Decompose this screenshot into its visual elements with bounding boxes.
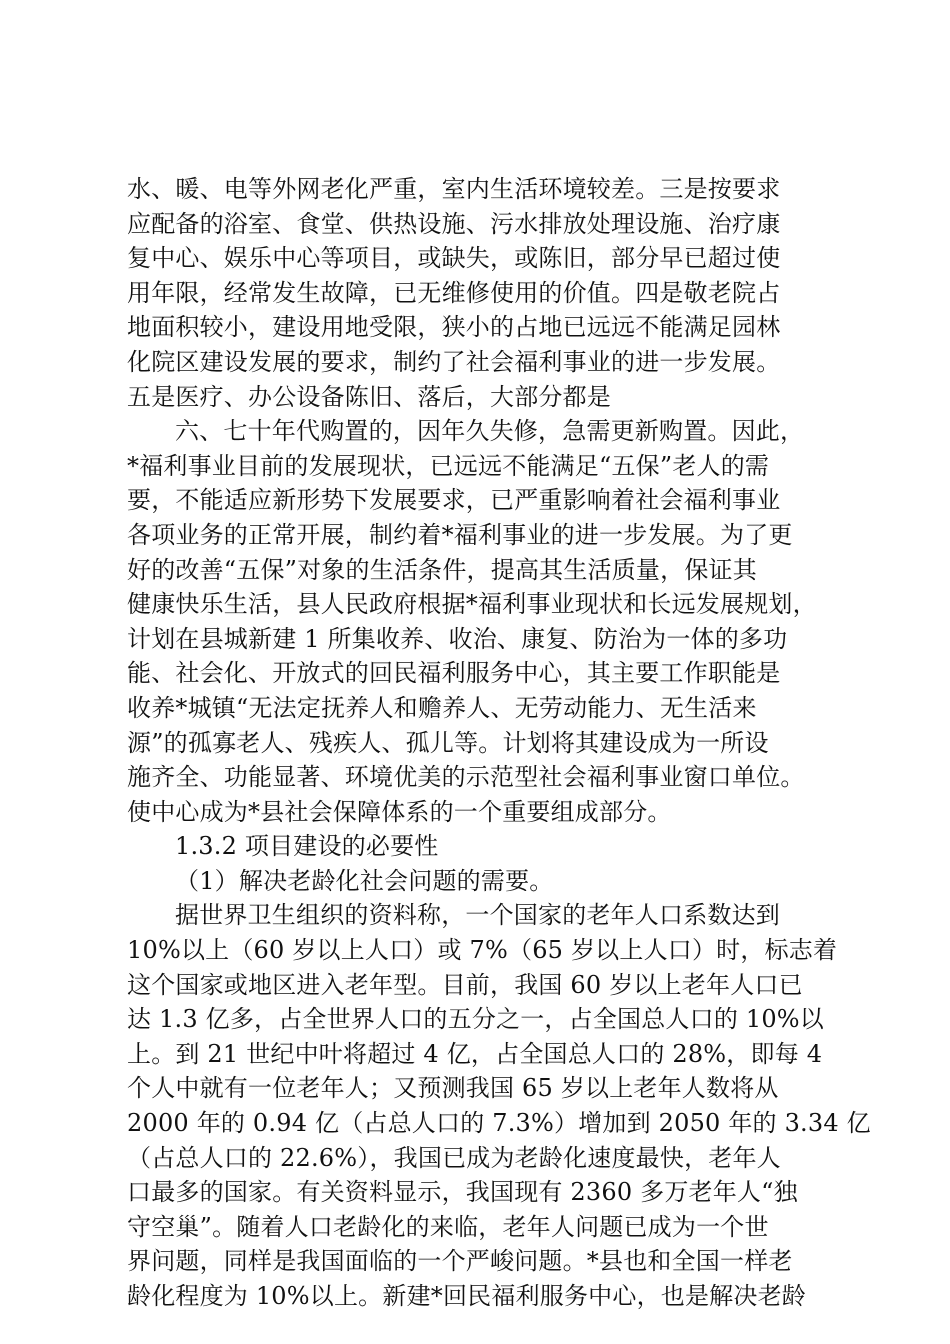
paragraph-line: 地面积较小，建设用地受限，狭小的占地已远远不能满足园林 (127, 313, 781, 342)
section-heading: 1.3.2 项目建设的必要性 (175, 832, 439, 861)
paragraph-line: 要，不能适应新形势下发展要求，已严重影响着社会福利事业 (127, 486, 781, 515)
paragraph-line: 六、七十年代购置的，因年久失修，急需更新购置。因此， (175, 417, 805, 446)
paragraph-line: （占总人口的 22.6%），我国已成为老龄化速度最快，老年人 (127, 1143, 781, 1172)
paragraph-line: 健康快乐生活，县人民政府根据*福利事业现状和长远发展规划， (127, 590, 817, 619)
paragraph-line: 界问题，同样是我国面临的一个严峻问题。*县也和全国一样老 (127, 1247, 793, 1276)
paragraph-line: 复中心、娱乐中心等项目，或缺失，或陈旧，部分早已超过使 (127, 244, 781, 273)
paragraph-line: 五是医疗、办公设备陈旧、落后，大部分都是 (127, 382, 611, 411)
paragraph-line: 施齐全、功能显著、环境优美的示范型社会福利事业窗口单位。 (127, 763, 805, 792)
document-body (127, 172, 871, 1314)
subsection-heading: （1）解决老龄化社会问题的需要。 (175, 866, 554, 895)
paragraph-line: 达 1.3 亿多，占全世界人口的五分之一，占全国总人口的 10%以 (127, 1005, 824, 1034)
paragraph-line: 源”的孤寡老人、残疾人、孤儿等。计划将其建设成为一所设 (127, 728, 769, 757)
paragraph-line: 这个国家或地区进入老年型。目前，我国 60 岁以上老年人口已 (127, 970, 803, 999)
paragraph-line: 计划在县城新建 1 所集收养、收治、康复、防治为一体的多功 (127, 624, 788, 653)
paragraph-line: 口最多的国家。有关资料显示，我国现有 2360 多万老年人“独 (127, 1178, 798, 1207)
paragraph-line: 能、社会化、开放式的回民福利服务中心，其主要工作职能是 (127, 659, 781, 688)
paragraph-line: 好的改善“五保”对象的生活条件，提高其生活质量，保证其 (127, 555, 757, 584)
paragraph-line: 2000 年的 0.94 亿（占总人口的 7.3%）增加到 2050 年的 3.34 亿 (127, 1109, 871, 1138)
paragraph-line: 应配备的浴室、食堂、供热设施、污水排放处理设施、治疗康 (127, 209, 781, 238)
paragraph-line: *福利事业目前的发展现状，已远远不能满足“五保”老人的需 (127, 451, 770, 480)
paragraph-line: 10%以上（60 岁以上人口）或 7%（65 岁以上人口）时，标志着 (127, 936, 838, 965)
paragraph-line: 据世界卫生组织的资料称，一个国家的老年人口系数达到 (175, 901, 780, 930)
paragraph-line: 化院区建设发展的要求，制约了社会福利事业的进一步发展。 (127, 347, 781, 376)
paragraph-line: 水、暖、电等外网老化严重，室内生活环境较差。三是按要求 (127, 175, 781, 203)
paragraph-line: 守空巢”。随着人口老龄化的来临，老年人问题已成为一个世 (127, 1212, 769, 1241)
paragraph-line: 龄化程度为 10%以上。新建*回民福利服务中心，也是解决老龄 (127, 1282, 806, 1310)
paragraph-line: 个人中就有一位老年人；又预测我国 65 岁以上老年人数将从 (127, 1074, 779, 1103)
paragraph-line: 用年限，经常发生故障，已无维修使用的价值。四是敬老院占 (127, 278, 781, 307)
paragraph-line: 收养*城镇“无法定抚养人和赡养人、无劳动能力、无生活来 (127, 693, 757, 722)
paragraph-line: 使中心成为*县社会保障体系的一个重要组成部分。 (127, 797, 672, 826)
paragraph-line: 上。到 21 世纪中叶将超过 4 亿，占全国总人口的 28%，即每 4 (127, 1039, 823, 1068)
paragraph-line: 各项业务的正常开展，制约着*福利事业的进一步发展。为了更 (127, 520, 793, 549)
